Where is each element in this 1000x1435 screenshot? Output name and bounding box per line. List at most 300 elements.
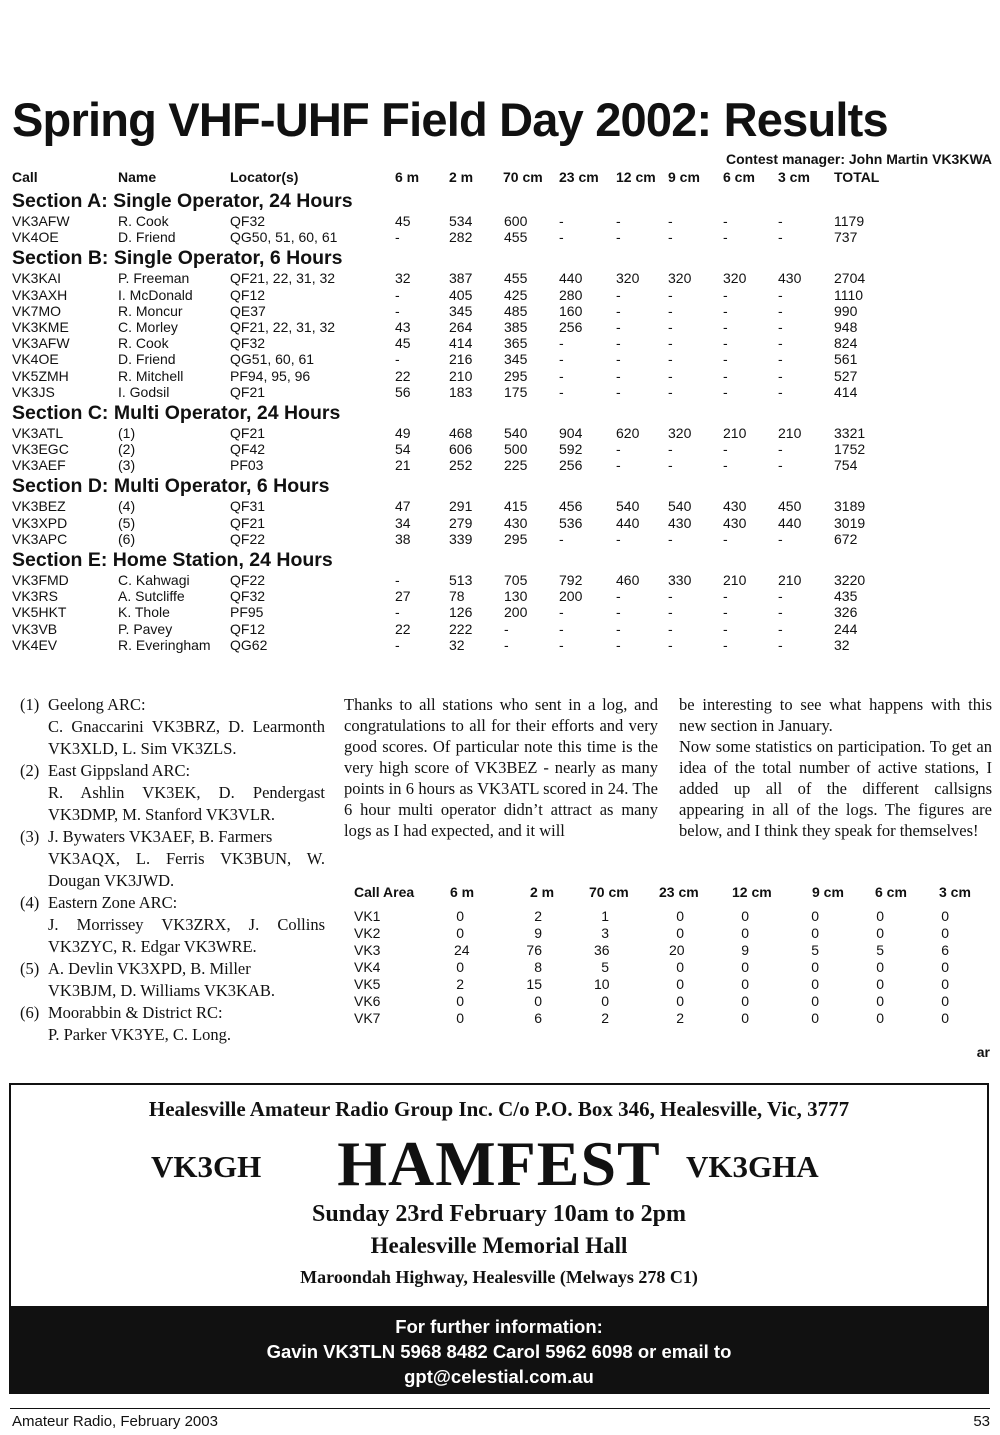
cell-3cm: - [778, 383, 783, 400]
contest-manager: Contest manager: John Martin VK3KWA [725, 151, 992, 167]
cell-6m: 49 [395, 424, 411, 441]
cell-call: VK3XPD [12, 514, 68, 531]
cell-9cm: - [668, 441, 673, 458]
participation-cell: 2 [456, 976, 464, 992]
participation-row [354, 976, 994, 993]
cell-70cm: 130 [504, 588, 528, 605]
ad-callsign-left: VK3GH [151, 1149, 262, 1184]
cell-70cm: 705 [504, 572, 528, 588]
participation-header-cell: 6 cm [875, 884, 907, 900]
cell-70cm: 455 [504, 270, 528, 287]
cell-6cm: - [723, 588, 728, 605]
participation-cell: 0 [941, 959, 949, 975]
cell-name: R. Cook [118, 335, 169, 352]
cell-total: 3321 [834, 424, 866, 441]
ad-hamfest-title: HAMFEST [337, 1128, 661, 1199]
cell-2m: 606 [449, 441, 473, 458]
participation-cell: 0 [876, 959, 884, 975]
participation-cell: VK6 [354, 993, 381, 1009]
cell-locator: QF21, 22, 31, 32 [230, 270, 336, 287]
cell-2m: 405 [449, 286, 473, 303]
cell-name: (4) [118, 498, 136, 515]
cell-12cm: - [616, 588, 621, 605]
cell-12cm: - [616, 636, 621, 653]
note-heading [20, 826, 325, 848]
cell-locator: QG50, 51, 60, 61 [230, 229, 338, 246]
cell-name: A. Sutcliffe [118, 588, 185, 605]
participation-cell: 0 [456, 993, 464, 1009]
cell-9cm: - [668, 383, 673, 400]
cell-2m: 32 [449, 636, 465, 653]
note-heading-text: Eastern Zone ARC: [48, 893, 178, 912]
participation-cell: VK7 [354, 1010, 381, 1026]
cell-23cm: 160 [559, 302, 583, 319]
cell-call: VK4EV [12, 636, 58, 653]
cell-23cm: - [559, 335, 564, 352]
cell-3cm: - [778, 636, 783, 653]
cell-call: VK5HKT [12, 604, 67, 621]
cell-total: 672 [834, 530, 858, 547]
cell-2m: 183 [449, 383, 473, 400]
end-mark: ar [976, 1044, 990, 1060]
table-row [12, 270, 996, 286]
cell-locator: QF32 [230, 588, 266, 605]
article-paragraph-1: Thanks to all stations who sent in a log, and congratulations to all for their efforts and very good scores. Of particular note this time is the very high score of VK3BEZ - nearly as many points in 6 hours as VK3ATL scored in 24. The 6 hour multi operator didn’t attract as many logs as I had expected, and it will [344, 695, 658, 840]
cell-70cm: - [504, 620, 509, 637]
cell-2m: 387 [449, 270, 473, 287]
cell-3cm: - [778, 457, 783, 474]
participation-cell: 0 [811, 908, 819, 924]
cell-name: (3) [118, 457, 136, 474]
cell-call: VK3RS [12, 588, 58, 605]
cell-23cm: - [559, 636, 564, 653]
cell-9cm: - [668, 367, 673, 384]
cell-12cm: - [616, 441, 621, 458]
cell-name: P. Pavey [118, 620, 173, 637]
cell-3cm: - [778, 604, 783, 621]
table-row [12, 572, 996, 588]
participation-cell: 0 [456, 959, 464, 975]
page-title: Spring VHF-UHF Field Day 2002: Results [12, 93, 888, 146]
section-title: Section D: Multi Operator, 6 Hours [12, 475, 330, 498]
participation-row [354, 925, 994, 942]
ad-venue: Healesville Memorial Hall [370, 1233, 628, 1258]
page-number: 53 [973, 1413, 990, 1430]
cell-total: 754 [834, 457, 858, 474]
cell-6m: 22 [395, 620, 411, 637]
cell-2m: 513 [449, 572, 473, 588]
participation-cell: 0 [676, 976, 684, 992]
table-row [12, 384, 996, 400]
cell-6cm: - [723, 318, 728, 335]
cell-12cm: 460 [616, 572, 640, 588]
cell-23cm: - [559, 213, 564, 229]
participation-cell: 5 [876, 942, 884, 958]
footer-publication: Amateur Radio, February 2003 [12, 1413, 218, 1430]
cell-call: VK3VB [12, 620, 58, 637]
cell-6cm: - [723, 636, 728, 653]
participation-cell: 9 [534, 925, 542, 941]
table-row [12, 441, 996, 457]
participation-cell: 0 [456, 925, 464, 941]
note-item [20, 1002, 325, 1046]
note-body: VK3BJM, D. Williams VK3KAB. [48, 981, 275, 1000]
section-title: Section C: Multi Operator, 24 Hours [12, 401, 341, 424]
table-row [12, 425, 996, 441]
note-number: (1) [20, 695, 40, 714]
cell-9cm: - [668, 286, 673, 303]
participation-cell: 0 [876, 1010, 884, 1026]
cell-9cm: - [668, 457, 673, 474]
participation-header-cell: 23 cm [659, 884, 699, 900]
table-row [12, 303, 996, 319]
participation-cell: 0 [811, 959, 819, 975]
cell-2m: 126 [449, 604, 473, 621]
note-heading [20, 892, 325, 914]
cell-6cm: - [723, 367, 728, 384]
cell-total: 1179 [834, 213, 865, 229]
results-table [12, 166, 996, 653]
article-paragraph-3: Now some statistics on participation. To get an idea of the total number of active stations, I added up all of the different callsigns appearing in all of the logs. The figures are below, and I think they speak for themselves! [679, 737, 992, 840]
cell-12cm: - [616, 302, 621, 319]
cell-6m: 45 [395, 213, 411, 229]
note-body: VK3AQX, L. Ferris VK3BUN, W. Dougan VK3JWD. [48, 849, 325, 890]
cell-call: VK3ATL [12, 424, 64, 441]
ad-address: Maroondah Highway, Healesville (Melways 278 C1) [300, 1267, 698, 1287]
cell-locator: QF12 [230, 286, 266, 303]
participation-cell: 0 [534, 993, 542, 1009]
cell-total: 244 [834, 620, 858, 637]
participation-cell: 0 [941, 1010, 949, 1026]
note-item [20, 694, 325, 760]
cell-total: 3189 [834, 498, 866, 515]
cell-name: (1) [118, 424, 136, 441]
cell-12cm: 320 [616, 270, 640, 287]
participation-cell: 15 [526, 976, 542, 992]
note-heading [20, 1002, 325, 1024]
cell-9cm: - [668, 229, 673, 246]
note-number: (6) [20, 1003, 40, 1022]
cell-9cm: - [668, 351, 673, 368]
cell-6cm: - [723, 213, 728, 229]
cell-name: C. Kahwagi [118, 572, 190, 588]
participation-cell: 0 [676, 959, 684, 975]
cell-70cm: 540 [504, 424, 528, 441]
cell-70cm: 345 [504, 351, 528, 368]
cell-70cm: 200 [504, 604, 528, 621]
cell-70cm: 485 [504, 302, 528, 319]
cell-name: K. Thole [118, 604, 170, 621]
participation-cell: 76 [526, 942, 542, 958]
cell-6m: 47 [395, 498, 411, 515]
cell-70cm: - [504, 636, 509, 653]
participation-cell: VK1 [354, 908, 381, 924]
participation-cell: 0 [876, 993, 884, 1009]
cell-23cm: 904 [559, 424, 583, 441]
participation-cell: 24 [454, 942, 470, 958]
cell-23cm: 256 [559, 457, 583, 474]
cell-6cm: 210 [723, 424, 747, 441]
header-23cm: 23 cm [559, 169, 599, 185]
cell-6cm: - [723, 302, 728, 319]
cell-total: 3019 [834, 514, 866, 531]
participation-header-cell: 3 cm [939, 884, 971, 900]
cell-6m: - [395, 229, 400, 246]
ad-info-banner [11, 1306, 987, 1392]
participation-header-cell: 12 cm [732, 884, 772, 900]
cell-call: VK3KAI [12, 270, 62, 287]
cell-3cm: - [778, 318, 783, 335]
cell-23cm: - [559, 229, 564, 246]
note-body: C. Gnaccarini VK3BRZ, D. Learmonth VK3XLD, L. Sim VK3ZLS. [48, 717, 325, 758]
participation-cell: 2 [534, 908, 542, 924]
cell-70cm: 365 [504, 335, 528, 352]
participation-cell: 0 [601, 993, 609, 1009]
cell-name: (2) [118, 441, 136, 458]
cell-total: 32 [834, 636, 850, 653]
table-row [12, 213, 996, 229]
cell-23cm: 536 [559, 514, 583, 531]
cell-3cm: - [778, 367, 783, 384]
participation-cell: 0 [876, 976, 884, 992]
note-number: (4) [20, 893, 40, 912]
participation-header-cell: 70 cm [589, 884, 629, 900]
note-heading [20, 694, 325, 716]
participation-cell: 0 [876, 925, 884, 941]
cell-2m: 468 [449, 424, 473, 441]
cell-call: VK3KME [12, 318, 69, 335]
cell-total: 2704 [834, 270, 866, 287]
results-sections [12, 188, 996, 653]
cell-12cm: - [616, 530, 621, 547]
cell-6cm: - [723, 335, 728, 352]
section-title: Section A: Single Operator, 24 Hours [12, 190, 353, 212]
note-number: (5) [20, 959, 40, 978]
cell-70cm: 385 [504, 318, 528, 335]
participation-row [354, 942, 994, 959]
ad-info-email: gpt@celestial.com.au [404, 1366, 594, 1387]
header-locator: Locator(s) [230, 169, 299, 185]
table-row [12, 229, 996, 245]
participation-cell: 0 [941, 976, 949, 992]
participation-cell: 2 [676, 1010, 684, 1026]
note-body: P. Parker VK3YE, C. Long. [48, 1025, 232, 1044]
cell-70cm: 425 [504, 286, 528, 303]
cell-locator: QG62 [230, 636, 268, 653]
cell-locator: PF94, 95, 96 [230, 367, 311, 384]
participation-header-row [354, 880, 994, 904]
cell-6cm: 320 [723, 270, 747, 287]
cell-total: 414 [834, 383, 858, 400]
cell-23cm: - [559, 530, 564, 547]
cell-name: P. Freeman [118, 270, 190, 287]
results-header-row [12, 166, 996, 188]
participation-cell: 20 [669, 942, 685, 958]
table-row [12, 604, 996, 620]
cell-6m: - [395, 302, 400, 319]
note-heading-text: East Gippsland ARC: [48, 761, 191, 780]
header-total: TOTAL [834, 169, 880, 185]
article-column-1 [344, 694, 658, 841]
cell-9cm: 540 [668, 498, 692, 515]
note-item [20, 760, 325, 826]
ad-info-contact: Gavin VK3TLN 5968 8482 Carol 5962 6098 or email to [266, 1341, 732, 1362]
cell-locator: QF22 [230, 530, 266, 547]
cell-6cm: 430 [723, 514, 747, 531]
participation-table [354, 880, 994, 1027]
participation-cell: 8 [534, 959, 542, 975]
header-6m: 6 m [395, 169, 420, 185]
cell-9cm: - [668, 636, 673, 653]
cell-6cm: - [723, 286, 728, 303]
cell-70cm: 600 [504, 213, 528, 229]
cell-name: C. Morley [118, 318, 178, 335]
cell-6m: 56 [395, 383, 411, 400]
cell-total: 1752 [834, 441, 866, 458]
participation-cell: 10 [594, 976, 610, 992]
table-row [12, 319, 996, 335]
cell-name: D. Friend [118, 229, 176, 246]
ad-info-title: For further information: [395, 1316, 603, 1337]
ad-callsign-right: VK3GHA [686, 1149, 819, 1184]
cell-locator: QF42 [230, 441, 266, 458]
cell-call: VK3APC [12, 530, 68, 547]
participation-cell: 0 [741, 908, 749, 924]
table-row [12, 621, 996, 637]
cell-12cm: 620 [616, 424, 640, 441]
note-heading [20, 760, 325, 782]
cell-locator: QF21 [230, 383, 266, 400]
cell-name: (5) [118, 514, 136, 531]
cell-12cm: - [616, 457, 621, 474]
cell-3cm: 210 [778, 572, 802, 588]
cell-3cm: 450 [778, 498, 802, 515]
cell-6m: - [395, 636, 400, 653]
cell-9cm: 430 [668, 514, 692, 531]
header-70cm: 70 cm [503, 169, 543, 185]
cell-70cm: 430 [504, 514, 528, 531]
participation-row [354, 1010, 994, 1027]
cell-name: R. Moncur [118, 302, 183, 319]
cell-9cm: 320 [668, 424, 692, 441]
cell-9cm: - [668, 588, 673, 605]
cell-70cm: 175 [504, 383, 528, 400]
cell-6m: 45 [395, 335, 411, 352]
cell-12cm: - [616, 351, 621, 368]
note-heading-text: Geelong ARC: [48, 695, 146, 714]
cell-3cm: 430 [778, 270, 802, 287]
table-row [12, 287, 996, 303]
cell-6m: 54 [395, 441, 411, 458]
cell-locator: PF95 [230, 604, 264, 621]
hamfest-advertisement [9, 1083, 989, 1394]
cell-locator: PF03 [230, 457, 264, 474]
cell-6cm: - [723, 441, 728, 458]
participation-cell: 0 [941, 908, 949, 924]
cell-call: VK3AFW [12, 335, 70, 352]
table-row [12, 351, 996, 367]
cell-6m: 27 [395, 588, 411, 605]
cell-9cm: - [668, 604, 673, 621]
cell-locator: QF32 [230, 213, 266, 229]
note-number: (3) [20, 827, 40, 846]
note-item [20, 826, 325, 892]
note-body: R. Ashlin VK3EK, D. Pendergast VK3DMP, M. Stanford VK3VLR. [48, 783, 325, 824]
cell-2m: 345 [449, 302, 473, 319]
participation-cell: 3 [601, 925, 609, 941]
table-row [12, 457, 996, 473]
participation-cell: 0 [811, 1010, 819, 1026]
cell-6cm: 210 [723, 572, 747, 588]
cell-locator: QF31 [230, 498, 266, 515]
cell-6cm: - [723, 620, 728, 637]
participation-cell: 0 [676, 993, 684, 1009]
cell-locator: QF21 [230, 424, 266, 441]
cell-23cm: 280 [559, 286, 583, 303]
cell-3cm: - [778, 351, 783, 368]
cell-6m: 34 [395, 514, 411, 531]
cell-23cm: - [559, 367, 564, 384]
cell-12cm: 540 [616, 498, 640, 515]
participation-cell: 0 [811, 925, 819, 941]
ad-date: Sunday 23rd February 10am to 2pm [311, 1201, 687, 1227]
cell-6cm: - [723, 457, 728, 474]
cell-70cm: 295 [504, 367, 528, 384]
cell-total: 527 [834, 367, 858, 384]
cell-call: VK3AEF [12, 457, 66, 474]
cell-3cm: 440 [778, 514, 802, 531]
participation-cell: 6 [941, 942, 949, 958]
article-paragraph-2: be interesting to see what happens with this new section in January. [679, 695, 992, 735]
cell-2m: 291 [449, 498, 473, 515]
table-row [12, 498, 996, 514]
article-column-2 [679, 694, 992, 841]
cell-3cm: - [778, 620, 783, 637]
cell-call: VK3AXH [12, 286, 68, 303]
cell-2m: 252 [449, 457, 473, 474]
note-heading [20, 958, 325, 980]
participation-cell: 0 [876, 908, 884, 924]
header-6cm: 6 cm [723, 169, 755, 185]
cell-6m: 32 [395, 270, 411, 287]
cell-total: 948 [834, 318, 858, 335]
cell-locator: QF12 [230, 620, 266, 637]
cell-2m: 282 [449, 229, 473, 246]
participation-cell: VK4 [354, 959, 381, 975]
cell-9cm: - [668, 335, 673, 352]
participation-cell: 2 [601, 1010, 609, 1026]
participation-cell: 0 [741, 959, 749, 975]
notes-list [20, 694, 325, 1046]
cell-9cm: 320 [668, 270, 692, 287]
cell-3cm: - [778, 588, 783, 605]
cell-6m: - [395, 351, 400, 368]
participation-cell: 0 [741, 1010, 749, 1026]
participation-cell: 36 [594, 942, 610, 958]
ad-organization: Healesville Amateur Radio Group Inc. C/o P.O. Box 346, Healesville, Vic, 3777 [148, 1097, 850, 1121]
table-row [12, 368, 996, 384]
cell-23cm: 200 [559, 588, 583, 605]
participation-cell: 5 [811, 942, 819, 958]
cell-6cm: - [723, 530, 728, 547]
cell-9cm: 330 [668, 572, 692, 588]
participation-rows [354, 908, 994, 1027]
cell-total: 737 [834, 229, 858, 246]
cell-locator: QF21, 22, 31, 32 [230, 318, 336, 335]
cell-2m: 339 [449, 530, 473, 547]
cell-total: 435 [834, 588, 858, 605]
cell-12cm: - [616, 318, 621, 335]
